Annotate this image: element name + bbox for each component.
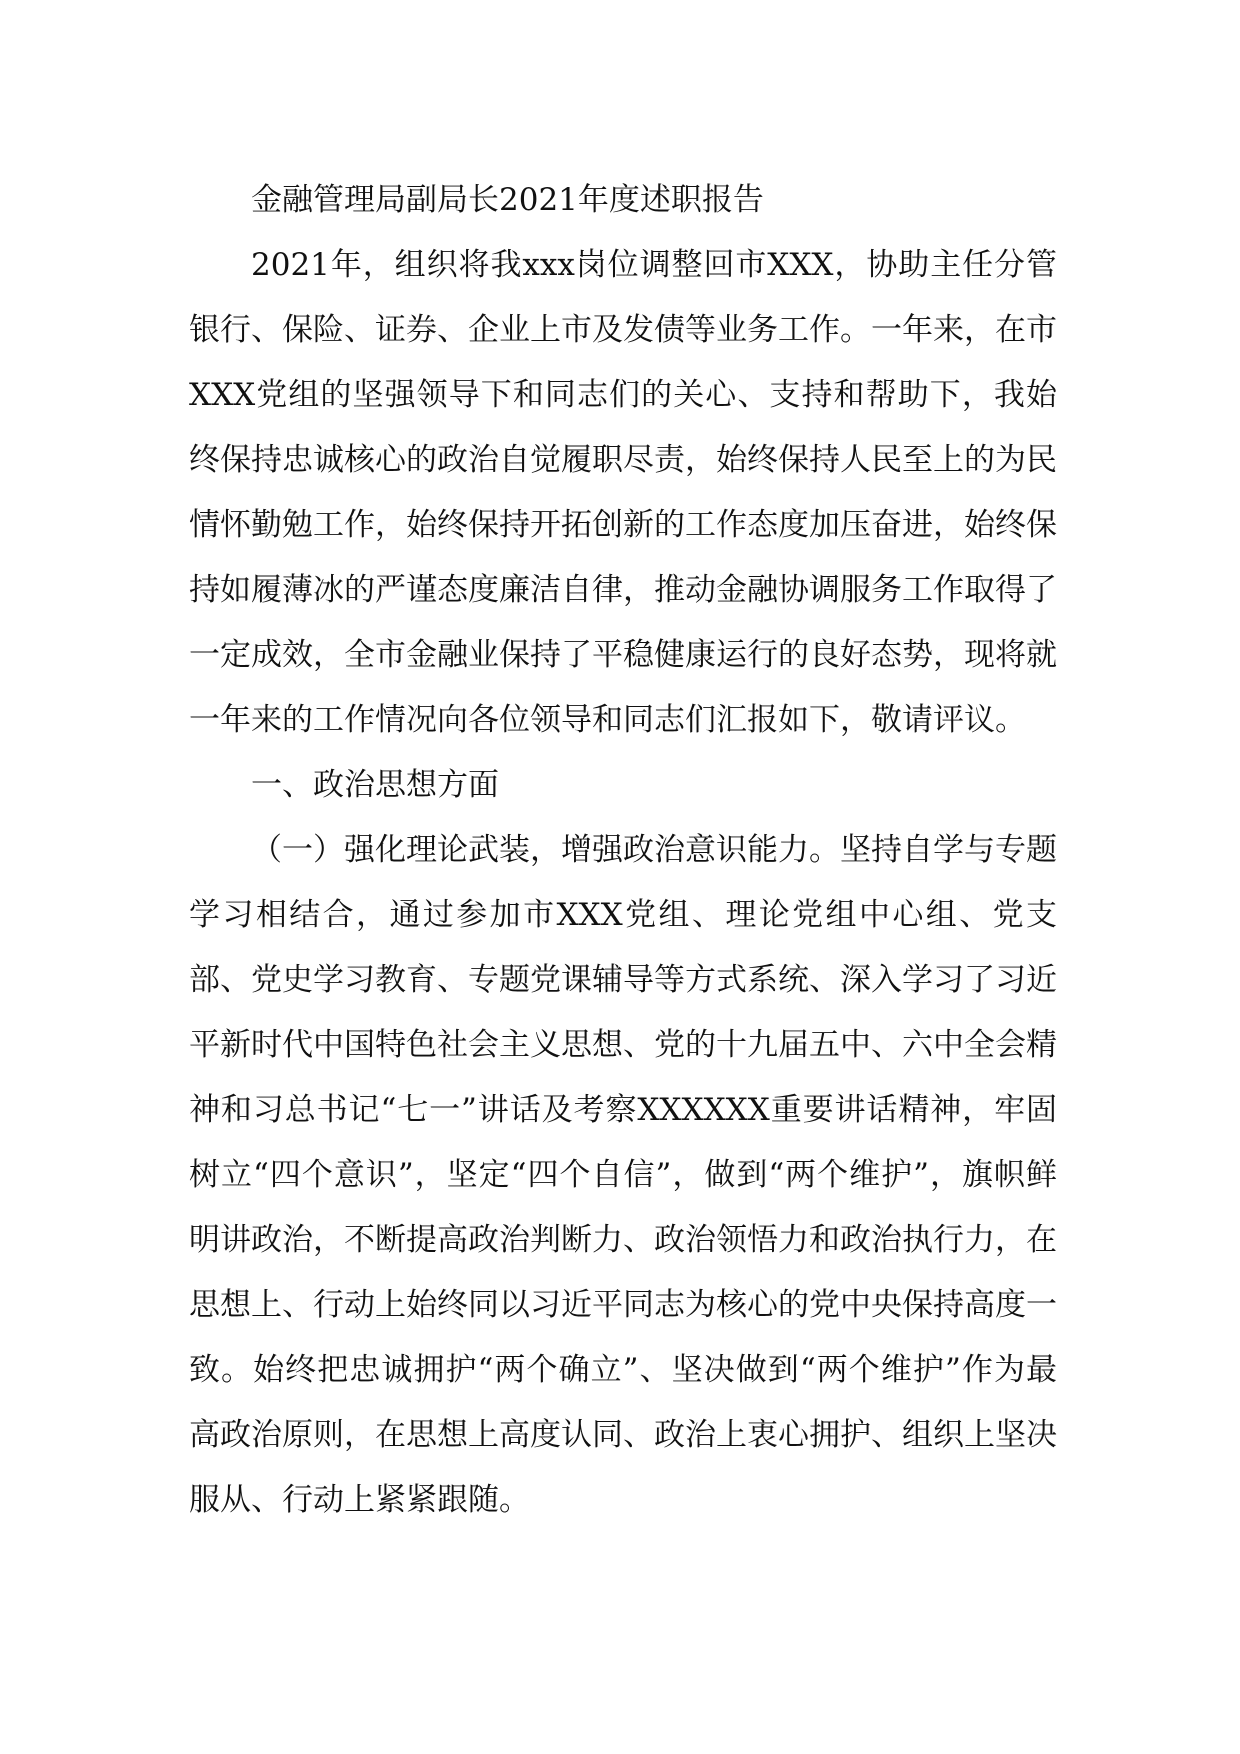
section-paragraph-theory: （一）强化理论武装，增强政治意识能力。坚持自学与专题学习相结合，通过参加市XXX党组、理论党组中心组、党支部、党史学习教育、专题党课辅导等方式系统、深入学习了习近平新时代中国特色社会主义思想、党的十九届五中、六中全会精神和习总书记“七一”讲话及考察XXXXXX重要讲话精神，牢固树立“四个意识”，坚定“四个自信”，做到“两个维护”，旗帜鲜明讲政治，不断提高政治判断力、政治领悟力和政治执行力，在思想上、行动上始终同以习近平同志为核心的党中央保持高度一致。始终把忠诚拥护“两个确立”、坚决做到“两个维护”作为最高政治原则，在思想上高度认同、政治上衷心拥护、组织上坚决服从、行动上紧紧跟随。 — [189, 832, 1057, 1518]
document-body — [189, 168, 1057, 1533]
document-title: 金融管理局副局长2021年度述职报告 — [251, 182, 764, 218]
intro-paragraph: 2021年，组织将我xxx岗位调整回市XXX，协助主任分管银行、保险、证券、企业上市及发债等业务工作。一年来，在市XXX党组的坚强领导下和同志们的关心、支持和帮助下，我始终保持忠诚核心的政治自觉履职尽责，始终保持人民至上的为民情怀勤勉工作，始终保持开拓创新的工作态度加压奋进，始终保持如履薄冰的严谨态度廉洁自律，推动金融协调服务工作取得了一定成效，全市金融业保持了平稳健康运行的良好态势，现将就一年来的工作情况向各位领导和同志们汇报如下，敬请评议。 — [189, 247, 1057, 738]
section-heading-political: 一、政治思想方面 — [251, 767, 499, 803]
